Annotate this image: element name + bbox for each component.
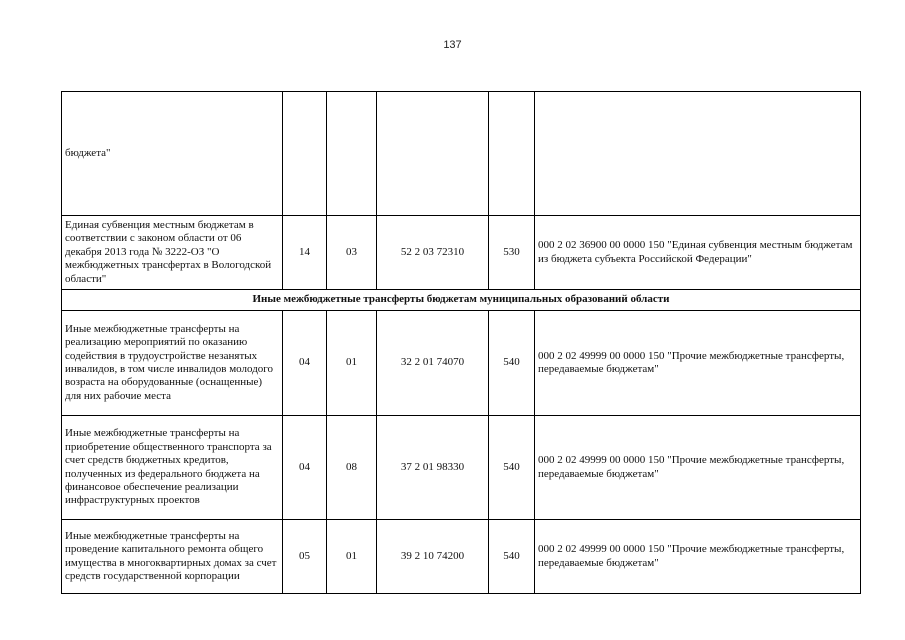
row-name-cell: Иные межбюджетные трансферты на реализацию мероприятий по оказанию содействия в трудоустройстве незанятых инвалидов, в том числе инвалидов молодого возраста на оборудованные (оснащенные) для них рабочие места <box>62 311 283 416</box>
rz-cell: 05 <box>283 520 327 594</box>
revenue-code-cell: 000 2 02 49999 00 0000 150 "Прочие межбюджетные трансферты, передаваемые бюджетам" <box>535 520 861 594</box>
table-row <box>62 92 861 216</box>
section-header-row <box>62 290 861 311</box>
csr-cell: 32 2 01 74070 <box>377 311 489 416</box>
row-name-cell: бюджета" <box>62 92 283 216</box>
table-row <box>62 416 861 520</box>
pr-cell: 03 <box>327 216 377 290</box>
row-name-cell: Иные межбюджетные трансферты на проведение капитального ремонта общего имущества в многоквартирных домах за счет средств государственной корпорации <box>62 520 283 594</box>
vr-cell <box>489 92 535 216</box>
row-name-cell: Иные межбюджетные трансферты на приобретение общественного транспорта за счет средств бюджетных кредитов, полученных из федерального бюджета на финансовое обеспечение реализации инфраструктурных проектов <box>62 416 283 520</box>
pr-cell <box>327 92 377 216</box>
pr-cell: 01 <box>327 520 377 594</box>
revenue-code-cell: 000 2 02 49999 00 0000 150 "Прочие межбюджетные трансферты, передаваемые бюджетам" <box>535 311 861 416</box>
csr-cell: 39 2 10 74200 <box>377 520 489 594</box>
revenue-code-cell: 000 2 02 36900 00 0000 150 "Единая субвенция местным бюджетам из бюджета субъекта Российской Федерации" <box>535 216 861 290</box>
page-number: 137 <box>443 39 462 51</box>
vr-cell: 540 <box>489 520 535 594</box>
csr-cell <box>377 92 489 216</box>
revenue-code-cell <box>535 92 861 216</box>
row-name-cell: Единая субвенция местным бюджетам в соответствии с законом области от 06 декабря 2013 года № 3222-ОЗ "О межбюджетных трансфертах в Вологодской области" <box>62 216 283 290</box>
vr-cell: 540 <box>489 311 535 416</box>
vr-cell: 530 <box>489 216 535 290</box>
rz-cell: 14 <box>283 216 327 290</box>
csr-cell: 37 2 01 98330 <box>377 416 489 520</box>
budget-table <box>61 91 861 594</box>
table-row <box>62 520 861 594</box>
vr-cell: 540 <box>489 416 535 520</box>
rz-cell: 04 <box>283 416 327 520</box>
rz-cell <box>283 92 327 216</box>
csr-cell: 52 2 03 72310 <box>377 216 489 290</box>
pr-cell: 08 <box>327 416 377 520</box>
table-row <box>62 311 861 416</box>
rz-cell: 04 <box>283 311 327 416</box>
revenue-code-cell: 000 2 02 49999 00 0000 150 "Прочие межбюджетные трансферты, передаваемые бюджетам" <box>535 416 861 520</box>
pr-cell: 01 <box>327 311 377 416</box>
section-header: Иные межбюджетные трансферты бюджетам муниципальных образований области <box>62 290 861 311</box>
table-row <box>62 216 861 290</box>
